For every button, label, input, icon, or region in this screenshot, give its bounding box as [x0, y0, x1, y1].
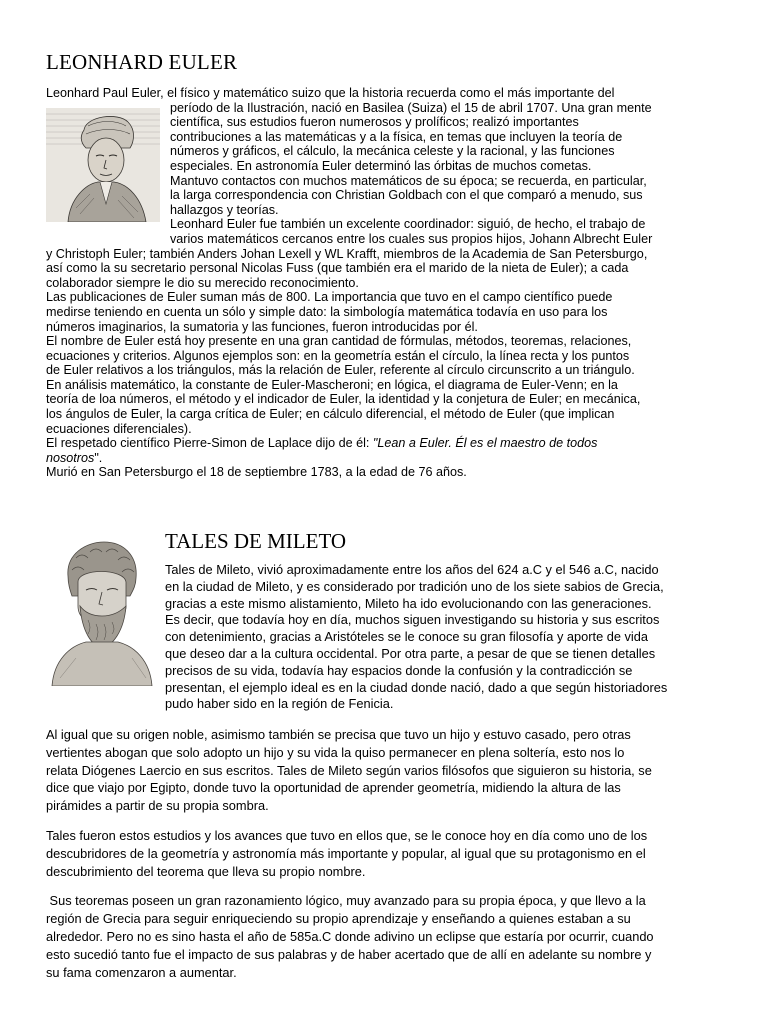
euler-title: LEONHARD EULER — [46, 50, 238, 74]
thales-line: Sus teoremas poseen un gran razonamiento lógico, muy avanzado para su propia época, y que llevo a la — [46, 893, 646, 909]
quote-prefix: El respetado científico Pierre-Simon de Laplace dijo de él: — [46, 436, 373, 451]
euler-biography — [46, 86, 722, 480]
euler-line: período de la Ilustración, nació en Basilea (Suiza) el 15 de abril 1707. Una gran mente — [170, 100, 652, 115]
euler-line: hallazgos y teorías. — [170, 202, 279, 217]
euler-line: ecuaciones diferenciales). — [46, 421, 192, 436]
thales-line: esto sucedió tanto fue el impacto de sus palabras y de haber acertado que de allí en adelante su nombre y — [46, 946, 652, 962]
thales-line: que deseo dar a la cultura occidental. Por otra parte, a pesar de que se tienen detalles — [165, 645, 656, 661]
thales-paragraph — [46, 827, 722, 880]
thales-paragraphs — [46, 726, 722, 993]
quote-suffix: ". — [94, 450, 103, 465]
thales-line: Al igual que su origen noble, asimismo también se precisa que tuvo un hijo y estuvo casado, pero otras — [46, 727, 631, 742]
thales-paragraph — [46, 726, 722, 815]
euler-line: colaborador siempre le dio su merecido reconocimiento. — [46, 275, 359, 290]
thales-line: región de Grecia para seguir enriqueciendo su propio aprendizaje y enseñando a quienes estaban a su — [46, 911, 631, 927]
thales-intro — [165, 562, 725, 713]
laplace-quote-end: nosotros — [46, 450, 95, 465]
euler-line: números y gráficos, el cálculo, la mecánica celeste y la racional, y las funciones — [170, 144, 615, 159]
laplace-quote-line-2 — [46, 451, 722, 466]
euler-line: El nombre de Euler está hoy presente en una gran cantidad de fórmulas, métodos, teoremas, relaciones, — [46, 334, 632, 349]
euler-line: números imaginarios, la sumatoria y las funciones, fueron introducidas por él. — [46, 319, 478, 334]
thales-line: precisos de su vida, todavía hay espacios donde la confusión y la contradicción se — [165, 662, 633, 678]
thales-line: relata Diógenes Laercio en sus escritos. Tales de Mileto según varios filósofos que siguieron su historia, se — [46, 762, 652, 778]
euler-line: medirse teniendo en cuenta un sólo y simple dato: la simbología matemática todavía en uso para los — [46, 304, 608, 319]
euler-line: así como la su secretario personal Nicolas Fuss (que también era el marido de la nieta de Euler); a cada — [46, 261, 629, 276]
thales-title: TALES DE MILETO — [165, 529, 347, 553]
euler-death-line: Murió en San Petersburgo el 18 de septiembre 1783, a la edad de 76 años. — [46, 465, 467, 480]
euler-line: Leonhard Paul Euler, el físico y matemático suizo que la historia recuerda como el más importante del — [46, 86, 615, 100]
euler-line: la larga correspondencia con Christian Goldbach con el que comparó a menudo, sus — [170, 188, 643, 203]
euler-line: teoría de loa números, el método y el indicador de Euler, la identidad y la conjetura de Euler; en mecánica, — [46, 392, 641, 407]
thales-line: Es decir, que todavía hoy en día, muchos siguen investigando su historia y sus escritos — [165, 612, 660, 628]
euler-line: científica, sus estudios fueron numerosos y prolíficos; realizó importantes — [170, 115, 579, 130]
euler-line: de Euler relativos a los triángulos, más la relación de Euler, referente al círculo circunscrito a un triángulo. — [46, 363, 635, 378]
euler-line: los ángulos de Euler, la carga crítica de Euler; en cálculo diferencial, el método de Euler (que implican — [46, 407, 615, 422]
thales-bust-image — [46, 538, 156, 686]
thales-line: pudo haber sido en la región de Fenicia. — [165, 696, 394, 712]
euler-line: contribuciones a las matemáticas y a la física, en temas que incluyen la teoría de — [170, 129, 623, 144]
thales-line: gracias a este mismo alistamiento, Mileto ha ido evolucionando con las generaciones. — [165, 595, 652, 611]
euler-line: y Christoph Euler; también Anders Johan Lexell y WL Krafft, miembros de la Academia de San Petersburgo, — [46, 246, 648, 261]
laplace-quote: "Lean a Euler. Él es el maestro de todos — [372, 436, 598, 451]
thales-line: Tales fueron estos estudios y los avances que tuvo en ellos que, se le conoce hoy en día como uno de los — [46, 827, 648, 843]
thales-line: en la ciudad de Mileto, y es considerado por tradición uno de los siete sabios de Grecia, — [165, 578, 664, 594]
euler-line: especiales. En astronomía Euler determinó las órbitas de muchos cometas. — [170, 158, 592, 173]
thales-line: pirámides a partir de su propia sombra. — [46, 798, 269, 814]
thales-line: con detenimiento, gracias a Aristóteles se le conoce su gran filosofía y aporte de vida — [165, 629, 649, 645]
laplace-quote-line — [46, 436, 722, 451]
euler-line: En análisis matemático, la constante de Euler-Mascheroni; en lógica, el diagrama de Euler-Venn; en la — [46, 377, 618, 392]
euler-line: varios matemáticos cercanos entre los cuales sus propios hijos, Johann Albrecht Euler — [170, 231, 653, 246]
thales-line: dice que viajo por Egipto, donde tuvo la oportunidad de aprender geometría, midiendo la altura de las — [46, 780, 621, 796]
euler-line: ecuaciones y criterios. Algunos ejemplos son: en la geometría están el círculo, la línea recta y los puntos — [46, 348, 630, 363]
thales-line: descubridores de la geometría y astronomía más importante y popular, al igual que su protagonismo en el — [46, 845, 646, 861]
thales-paragraph — [46, 892, 722, 981]
euler-line: Las publicaciones de Euler suman más de 800. La importancia que tuvo en el campo científico puede — [46, 290, 613, 305]
euler-line: Leonhard Euler fue también un excelente coordinador: siguió, de hecho, el trabajo de — [170, 217, 646, 232]
thales-line: presentan, el ejemplo ideal es en la ciudad donde nació, dado a que según historiadores — [165, 679, 668, 695]
thales-line: su fama comenzaron a aumentar. — [46, 964, 237, 980]
euler-line: Mantuvo contactos con muchos matemáticos de su época; se recuerda, en particular, — [170, 173, 647, 188]
thales-line: Tales de Mileto, vivió aproximadamente entre los años del 624 a.C y el 546 a.C, nacido — [165, 562, 659, 577]
thales-line: descubrimiento del teorema que lleva su propio nombre. — [46, 863, 366, 879]
thales-line: vertientes abogan que solo adopto un hijo y su vida la quiso permanecer en plena soltería, esto nos lo — [46, 744, 625, 760]
thales-line: alrededor. Pero no es sino hasta el año de 585a.C donde adivino un eclipse que estaría por ocurrir, cuando — [46, 928, 654, 944]
